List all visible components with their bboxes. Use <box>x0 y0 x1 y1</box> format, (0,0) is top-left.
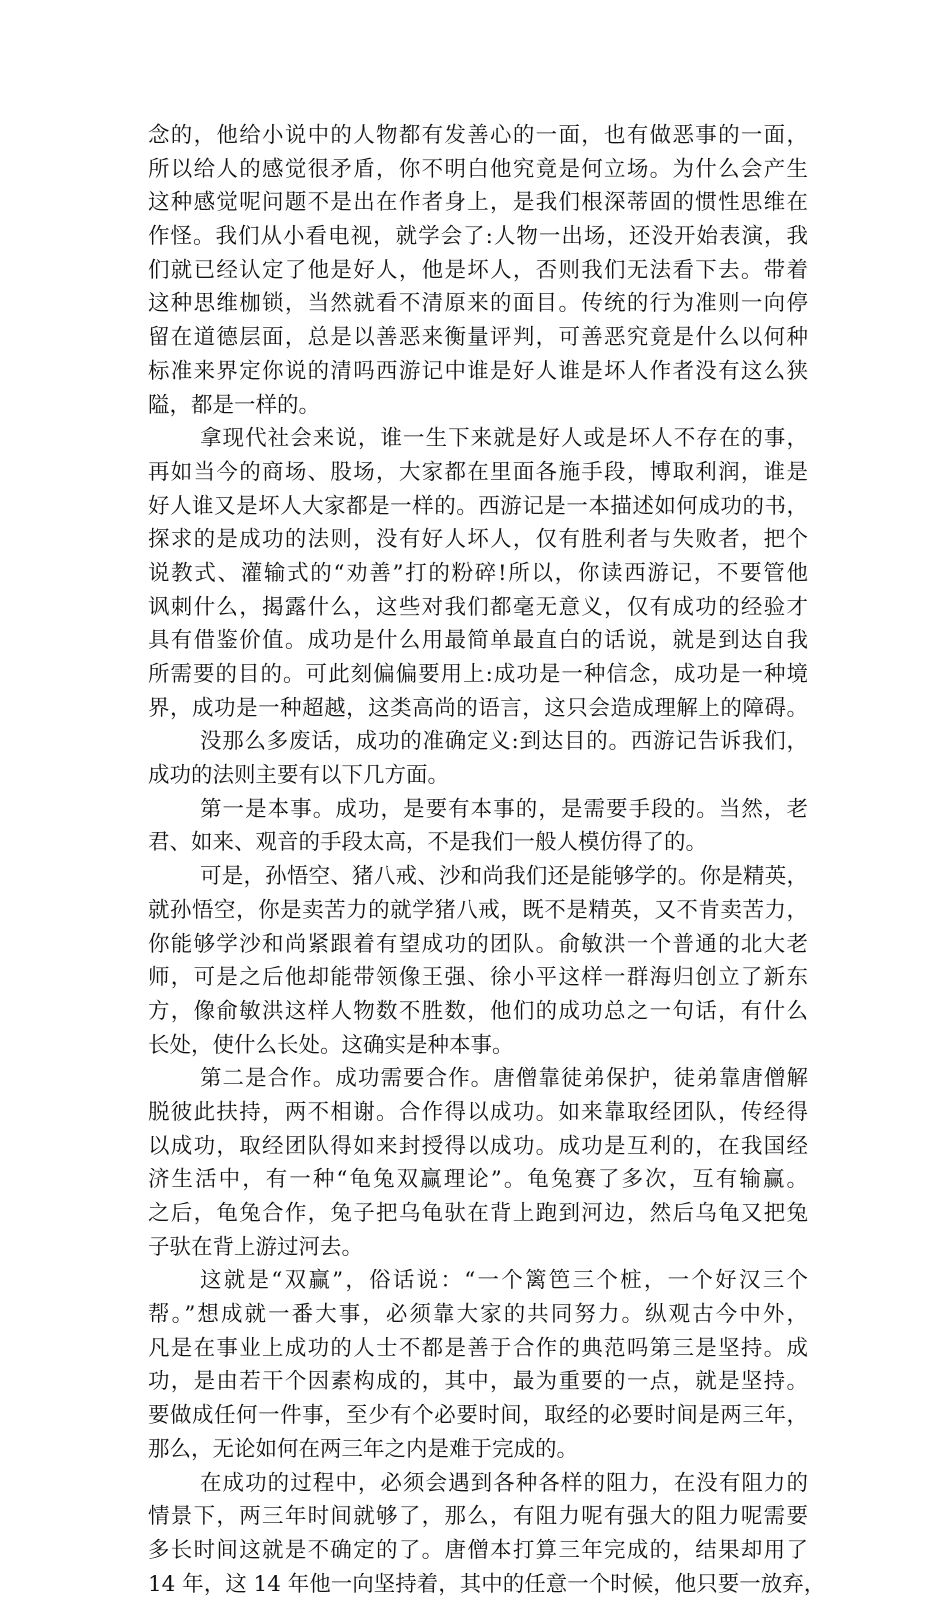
text-line: 们就已经认定了他是好人，他是坏人，否则我们无法看下去。带着 <box>148 257 808 283</box>
text-line: 拿现代社会来说，谁一生下来就是好人或是坏人不存在的事， <box>200 426 808 452</box>
text-line: 第二是合作。成功需要合作。唐僧靠徒弟保护，徒弟靠唐僧解 <box>200 1066 808 1092</box>
text-line: 凡是在事业上成功的人士不都是善于合作的典范吗第三是坚持。成 <box>148 1335 808 1361</box>
text-line: 说教式、灌输式的“劝善”打的粉碎!所以，你读西游记，不要管他 <box>148 560 808 586</box>
text-line: 作怪。我们从小看电视，就学会了:人物一出场，还没开始表演，我 <box>148 224 808 250</box>
text-line: 这种感觉呢问题不是出在作者身上，是我们根深蒂固的惯性思维在 <box>148 190 808 216</box>
text-line: 留在道德层面，总是以善恶来衡量评判，可善恶究竟是什么以何种 <box>148 325 808 351</box>
text-line: 帮。”想成就一番大事，必须靠大家的共同努力。纵观古今中外， <box>148 1302 808 1328</box>
text-line: 济生活中，有一种“龟兔双赢理论”。龟兔赛了多次，互有输赢。 <box>148 1167 808 1193</box>
text-line: 成功的法则主要有以下几方面。 <box>148 763 450 789</box>
text-line: 界，成功是一种超越，这类高尚的语言，这只会造成理解上的障碍。 <box>148 695 808 721</box>
text-line: 所需要的目的。可此刻偏偏要用上:成功是一种信念，成功是一种境 <box>148 662 808 687</box>
text-line: 这种思维枷锁，当然就看不清原来的面目。传统的行为准则一向停 <box>148 291 808 317</box>
text-line: 长处，使什么长处。这确实是种本事。 <box>148 1032 514 1058</box>
text-line: 脱彼此扶持，两不相谢。合作得以成功。如来靠取经团队，传经得 <box>148 1099 808 1125</box>
text-line: 功，是由若干个因素构成的，其中，最为重要的一点，就是坚持。 <box>148 1369 808 1395</box>
text-line: 隘，都是一样的。 <box>148 392 321 418</box>
text-line: 念的，他给小说中的人物都有发善心的一面，也有做恶事的一面， <box>148 123 808 148</box>
text-line: 子驮在背上游过河去。 <box>148 1234 364 1260</box>
text-line: 14 年，这 14 年他一向坚持着，其中的任意一个时候，他只要一放弃， <box>148 1571 826 1597</box>
text-line: 讽刺什么，揭露什么，这些对我们都毫无意义，仅有成功的经验才 <box>148 594 808 620</box>
text-line: 可是，孙悟空、猪八戒、沙和尚我们还是能够学的。你是精英， <box>200 864 808 890</box>
text-line: 在成功的过程中，必须会遇到各种各样的阻力，在没有阻力的 <box>200 1470 808 1496</box>
text-line: 师，可是之后他却能带领像王强、徐小平这样一群海归创立了新东 <box>148 965 808 991</box>
text-line: 方，像俞敏洪这样人物数不胜数，他们的成功总之一句话，有什么 <box>148 998 808 1024</box>
text-line: 要做成任何一件事，至少有个必要时间，取经的必要时间是两三年， <box>148 1403 808 1429</box>
text-line: 再如当今的商场、股场，大家都在里面各施手段，博取利润，谁是 <box>148 459 808 485</box>
document-body <box>148 119 826 1601</box>
text-line: 你能够学沙和尚紧跟着有望成功的团队。俞敏洪一个普通的北大老 <box>148 931 808 957</box>
text-line: 之后，龟兔合作，兔子把乌龟驮在背上跑到河边，然后乌龟又把兔 <box>148 1201 808 1226</box>
text-line: 就孙悟空，你是卖苦力的就学猪八戒，既不是精英，又不肯卖苦力， <box>148 897 808 923</box>
text-line: 标准来界定你说的清吗西游记中谁是好人谁是坏人作者没有这么狭 <box>148 358 808 384</box>
text-line: 君、如来、观音的手段太高，不是我们一般人模仿得了的。 <box>148 830 708 856</box>
text-line: 情景下，两三年时间就够了，那么，有阻力呢有强大的阻力呢需要 <box>148 1504 808 1530</box>
text-line: 第一是本事。成功，是要有本事的，是需要手段的。当然，老 <box>200 796 808 822</box>
text-line: 具有借鉴价值。成功是什么用最简单最直白的话说，就是到达自我 <box>148 628 808 654</box>
text-line: 没那么多废话，成功的准确定义:到达目的。西游记告诉我们， <box>200 729 808 755</box>
text-line: 那么，无论如何在两三年之内是难于完成的。 <box>148 1436 579 1462</box>
text-line: 这就是“双赢”，俗话说：“一个篱笆三个桩，一个好汉三个 <box>200 1268 808 1294</box>
text-line: 所以给人的感觉很矛盾，你不明白他究竟是何立场。为什么会产生 <box>148 156 808 182</box>
text-line: 多长时间这就是不确定的了。唐僧本打算三年完成的，结果却用了 <box>148 1537 808 1563</box>
text-line: 以成功，取经团队得如来封授得以成功。成功是互利的，在我国经 <box>148 1133 808 1159</box>
text-line: 好人谁又是坏人大家都是一样的。西游记是一本描述如何成功的书， <box>148 493 808 519</box>
text-line: 探求的是成功的法则，没有好人坏人，仅有胜利者与失败者，把个 <box>148 527 808 553</box>
